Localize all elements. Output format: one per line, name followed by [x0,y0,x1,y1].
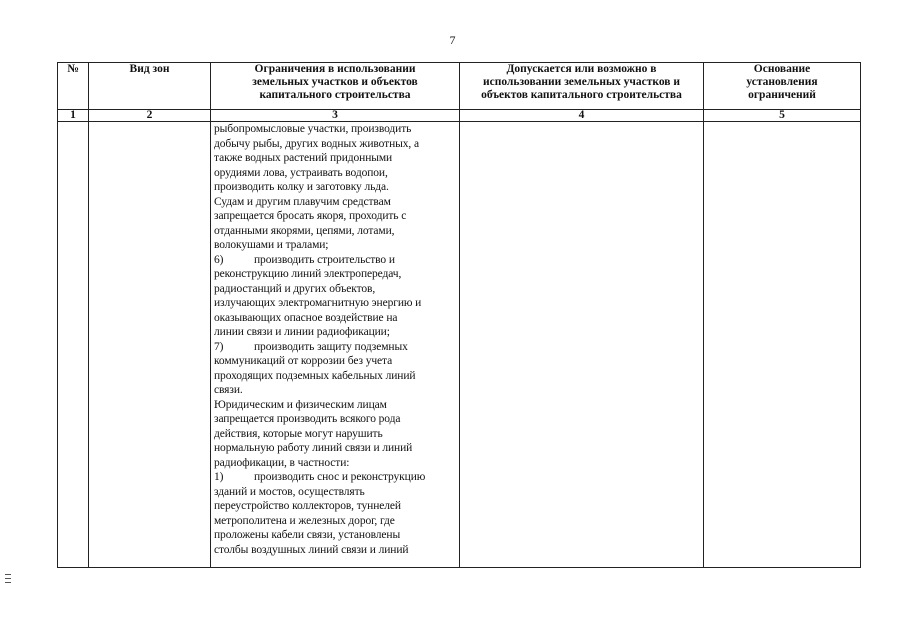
header-number [58,63,89,110]
restrictions-text [214,122,455,557]
text-line [214,470,455,485]
text-line [214,224,455,239]
text-line [214,209,455,224]
cell-restrictions [211,122,460,568]
header-basis [704,63,861,110]
text-line [214,427,455,442]
column-number: 4 [460,110,704,122]
header-line: объектов капитального строительства [481,89,682,101]
line-text: связи. [214,384,243,396]
text-line [214,528,455,543]
text-line [214,151,455,166]
text-line [214,267,455,282]
list-number: 7) [214,340,224,353]
header-line: установления [746,76,818,88]
text-line [214,195,455,210]
header-line: Ограничения в использовании [254,63,416,75]
line-text: радиофикации, в частности: [214,456,350,469]
text-line [214,412,455,427]
page-number: 7 [449,33,456,47]
text-line [214,253,455,268]
text-line [214,543,455,558]
line-text: производить защиту подземных [254,340,408,353]
header-line: Допускается или возможно в [506,63,657,75]
line-text: волокушами и тралами; [214,239,329,251]
line-text: коммуникаций от коррозии без учета [214,355,393,367]
line-text: также водных растений придонными [214,152,393,164]
line-text: зданий и мостов, осуществлять [214,485,365,498]
text-line [214,137,455,152]
line-text: Юридическим и физическим лицам [214,398,387,411]
text-line [214,485,455,500]
table-header-row [58,63,861,110]
cell-zone-type [89,122,211,568]
cell-basis [704,122,861,568]
line-text: проходящих подземных кабельных линий [214,369,416,382]
text-line [214,499,455,514]
margin-mark [5,574,11,588]
line-text: радиостанций и других объектов, [214,282,376,295]
restrictions-table [57,62,861,568]
line-text: отданными якорями, цепями, лотами, [214,224,395,237]
line-text: рыбопромысловые участки, производить [214,123,412,135]
column-number: 3 [211,110,460,122]
text-line [214,514,455,529]
line-text: нормальную работу линий связи и линий [214,442,413,454]
line-text: действия, которые могут нарушить [214,427,383,440]
text-line [214,325,455,340]
line-text: линии связи и линии радиофикации; [214,326,390,338]
line-text: орудиями лова, устраивать водопои, [214,166,388,179]
line-text: метрополитена и железных дорог, где [214,514,395,527]
text-line [214,238,455,253]
line-text: оказывающих опасное воздействие на [214,311,398,324]
table-row [58,122,861,568]
header-allowed [460,63,704,110]
text-line [214,282,455,297]
text-line [214,166,455,181]
header-line: использовании земельных участков и [482,76,681,88]
text-line [214,383,455,398]
column-number: 2 [89,110,211,122]
cell-number [58,122,89,568]
header-restrictions [211,63,460,110]
line-text: реконструкцию линий электропередач, [214,268,402,280]
column-number: 1 [58,110,89,122]
text-line [214,369,455,384]
cell-allowed [460,122,704,568]
line-text: производить строительство и [254,253,395,266]
line-text: Судам и другим плавучим средствам [214,195,391,208]
text-line [214,441,455,456]
line-text: добычу рыбы, других водных животных, а [214,137,419,150]
text-line [214,354,455,369]
line-text: запрещается бросать якоря, проходить с [214,210,407,222]
line-text: переустройство коллекторов, туннелей [214,500,401,512]
header-line: земельных участков и объектов [252,76,418,88]
text-line [214,122,455,137]
header-line: № [67,63,79,75]
line-text: производить снос и реконструкцию [254,471,426,483]
text-line [214,311,455,326]
text-line [214,398,455,413]
header-line: Вид зон [129,63,170,75]
line-text: производить колку и заготовку льда. [214,181,389,193]
column-number: 5 [704,110,861,122]
text-line [214,180,455,195]
line-text: столбы воздушных линий связи и линий [214,543,409,556]
line-text: запрещается производить всякого рода [214,413,401,425]
text-line [214,296,455,311]
column-number-row [58,110,861,122]
text-line [214,340,455,355]
header-line: Основание [753,63,811,75]
line-text: проложены кабели связи, установлены [214,529,401,541]
text-line [214,456,455,471]
header-zone-type [89,63,211,110]
line-text: излучающих электромагнитную энергию и [214,297,422,309]
list-number: 1) [214,471,224,483]
list-number: 6) [214,253,224,266]
header-line: капитального строительства [259,89,411,101]
header-line: ограничений [748,89,816,101]
